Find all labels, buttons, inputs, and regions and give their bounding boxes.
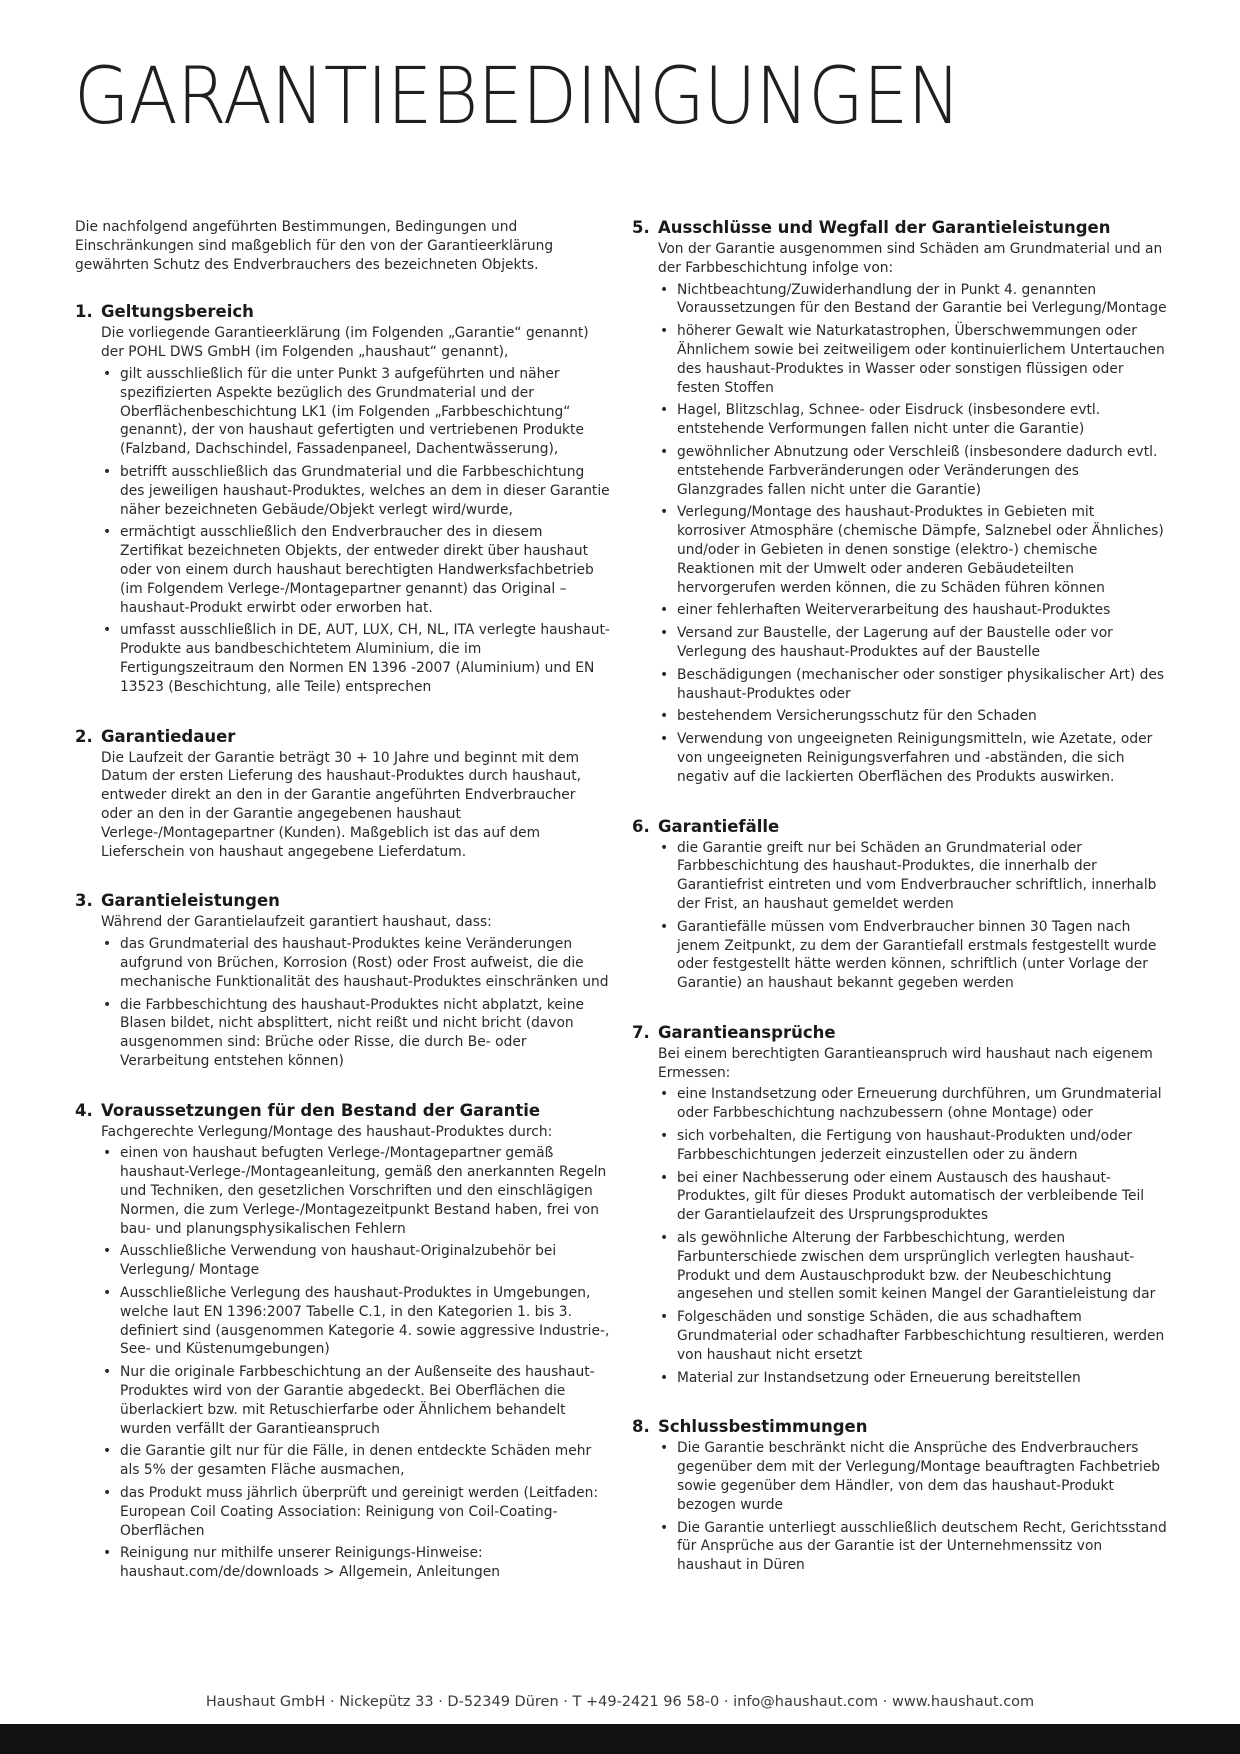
section-paragraph: Während der Garantielaufzeit garantiert haushaut, dass:: [101, 914, 492, 931]
bullet-icon: •: [660, 1369, 669, 1386]
list-item-text: eine Instandsetzung oder Erneuerung durchführen, um Grundmaterial oder Farbbeschichtung nachzubessern (ohne Montage) oder: [677, 1086, 1162, 1122]
section-paragraph: Die Laufzeit der Garantie beträgt 30 + 10 Jahre und beginnt mit dem Datum der ersten Lieferung des haushaut-Produktes durch haushaut, entweder direkt an den in der Garantie angeführten Endverbraucher oder an den in der Garantie angegebenen haushaut Verlege-/Montagepartner (Kunden). Maßgeblich ist das auf dem Lieferschein von haushaut angegebene Lieferdatum.: [101, 749, 581, 860]
list-item: [658, 624, 1167, 662]
bottom-bar: [0, 1724, 1240, 1754]
list-item: [658, 322, 1167, 397]
bullet-icon: •: [660, 281, 669, 298]
bullet-icon: •: [103, 1145, 112, 1162]
left-column: [75, 218, 610, 1612]
list-item-text: Beschädigungen (mechanischer oder sonstiger physikalischer Art) des haushaut-Produktes oder: [677, 666, 1165, 702]
list-item-text: einer fehlerhaften Weiterverarbeitung des haushaut-Produktes: [677, 602, 1111, 619]
list-item-text: die Farbbeschichtung des haushaut-Produktes nicht abplatzt, keine Blasen bildet, nicht absplittert, nicht reißt und nicht bricht (davon ausgenommen sind: Brüche oder Risse, die durch Be- oder Verarbeitung entstehen können): [120, 996, 584, 1069]
list-item: [658, 503, 1167, 597]
section-title: Schlussbestimmungen: [658, 1417, 868, 1437]
list-item: [658, 839, 1167, 914]
section-heading: [632, 817, 1167, 837]
list-item-text: Versand zur Baustelle, der Lagerung auf der Baustelle oder vor Verlegung des haushaut-Produktes auf der Baustelle: [677, 625, 1113, 660]
list-item: [658, 1169, 1167, 1225]
bullet-icon: •: [660, 1309, 669, 1326]
list-item: [101, 1544, 610, 1582]
list-item: [658, 281, 1167, 319]
list-item-text: Verwendung von ungeeigneten Reinigungsmitteln, wie Azetate, oder von ungeeigneten Reinigungsverfahren und -abständen, die sich negativ auf die lackierten Oberflächen des Produkts auswirken.: [677, 731, 1153, 785]
section-title: Voraussetzungen für den Bestand der Garantie: [101, 1100, 541, 1120]
list-item-text: Hagel, Blitzschlag, Schnee- oder Eisdruck (insbesondere evtl. entstehende Verformungen fallen nicht unter die Garantie): [677, 402, 1101, 438]
list-item-text: Ausschließliche Verwendung von haushaut-Originalzubehör bei Verlegung/ Montage: [120, 1243, 557, 1279]
section-heading: [632, 218, 1167, 238]
footer-contact: Haushaut GmbH · Nickepütz 33 · D-52349 Düren · T +49-2421 96 58-0 · info@haushaut.com · www.haushaut.com: [205, 1694, 1035, 1710]
section-4: [75, 1101, 610, 1582]
bullet-icon: •: [660, 402, 669, 419]
list-item-text: das Produkt muss jährlich überprüft und gereinigt werden (Leitfaden: European Coil Coating Association: Reinigung von Coil-Coating-Oberflächen: [120, 1485, 599, 1539]
list-item: [101, 1363, 610, 1438]
section-title: Geltungsbereich: [101, 302, 254, 322]
section-heading: [75, 891, 610, 911]
bullet-icon: •: [660, 839, 669, 856]
list-item: [101, 365, 610, 459]
list-item-text: Material zur Instandsetzung oder Erneuerung bereitstellen: [677, 1369, 1081, 1386]
list-item: [101, 621, 610, 696]
section-number: 4.: [75, 1100, 93, 1120]
section-number: 7.: [632, 1022, 650, 1042]
section-paragraph: Die vorliegende Garantieerklärung (im Folgenden „Garantie“ genannt) der POHL DWS GmbH (im Folgenden „haushaut“ genannt),: [101, 325, 589, 361]
section-heading: [75, 727, 610, 747]
section-title: Garantieansprüche: [658, 1022, 836, 1042]
intro-paragraph: Die nachfolgend angeführten Bestimmungen, Bedingungen und Einschränkungen sind maßgeblich für den von der Garantieerklärung gewährten Schutz des Endverbrauchers des bezeichneten Objekts.: [75, 219, 554, 273]
section-8: [632, 1417, 1167, 1575]
section-7: [632, 1023, 1167, 1388]
list-item-text: bei einer Nachbesserung oder einem Austausch des haushaut-Produktes, gilt für dieses Produkt automatisch der verbleibende Teil der Garantielaufzeit des Ursprungsproduktes: [677, 1169, 1145, 1224]
section-number: 8.: [632, 1417, 650, 1437]
section-paragraph: Bei einem berechtigten Garantieanspruch wird haushaut nach eigenem Ermessen:: [658, 1045, 1153, 1081]
list-item-text: einen von haushaut befugten Verlege-/Montagepartner gemäß haushaut-Verlege-/Montageanleitung, gemäß den anerkannten Regeln und Techniken, den gesetzlichen Vorschriften und den einschlägigen Normen, die zum Verlege-/Montagezeitpunkt Bestand haben, frei von bau- und planungsphysikalischen Fehlern: [120, 1145, 607, 1237]
list-item-text: das Grundmaterial des haushaut-Produktes keine Veränderungen aufgrund von Brüchen, Korrosion (Rost) oder Frost aufweist, die die mechanische Funktionalität des haushaut-Produktes einschränken und: [120, 936, 609, 990]
section-body: [632, 839, 1167, 993]
bullet-icon: •: [660, 731, 669, 748]
left-sections: [75, 302, 610, 1582]
section-title: Garantiedauer: [101, 726, 236, 746]
section-body: [632, 1439, 1167, 1575]
list-item: [658, 1308, 1167, 1364]
bullet-icon: •: [660, 1519, 669, 1536]
bullet-icon: •: [660, 666, 669, 683]
section-paragraph: Von der Garantie ausgenommen sind Schäden am Grundmaterial und an der Farbbeschichtung infolge von:: [658, 241, 1163, 276]
list-item-text: Die Garantie beschränkt nicht die Ansprüche des Endverbrauchers gegenüber dem mit der Verlegung/Montage beauftragten Fachbetrieb sowie gegenüber dem Händler, von dem das haushaut-Produkt bezogen wurde: [677, 1440, 1161, 1513]
bullet-icon: •: [660, 1230, 669, 1247]
list-item-text: Folgeschäden und sonstige Schäden, die aus schadhaftem Grundmaterial oder schadhafter Farbbeschichtung resultieren, werden von haushaut nicht ersetzt: [677, 1309, 1165, 1363]
list-item-text: Nur die originale Farbbeschichtung an der Außenseite des haushaut-Produktes wird von der Garantie abgedeckt. Bei Oberflächen die überlackiert bzw. mit Retuschierfarbe oder Ähnlichem behandelt wurden verfällt der Garantieanspruch: [120, 1364, 595, 1437]
bullet-list: [658, 1439, 1167, 1575]
bullet-icon: •: [660, 1169, 669, 1186]
section-body: [632, 240, 1167, 787]
list-item-text: die Garantie greift nur bei Schäden an Grundmaterial oder Farbbeschichtung des haushaut-Produktes, die innerhalb der Garantiefrist eintreten und vom Endverbraucher schriftlich, innerhalb der Frist, an haushaut gemeldet werden: [677, 839, 1157, 912]
list-item-text: Garantiefälle müssen vom Endverbraucher binnen 30 Tagen nach jenem Zeitpunkt, zu dem der Garantiefall erstmals festgestellt wurde oder festgestellt hätte werden können, schriftlich (unter Vorlage der Garantie) an haushaut bekannt gegeben werden: [677, 918, 1157, 992]
section-5: [632, 218, 1167, 787]
list-item-text: sich vorbehalten, die Fertigung von haushaut-Produkten und/oder Farbbeschichtungen jederzeit einzustellen oder zu ändern: [677, 1128, 1133, 1163]
section-number: 1.: [75, 302, 93, 322]
section-body: [75, 749, 610, 862]
bullet-icon: •: [103, 1243, 112, 1260]
list-item-text: umfasst ausschließlich in DE, AUT, LUX, CH, NL, ITA verlegte haushaut-Produkte aus bandbeschichtetem Aluminium, die im Fertigungszeitraum den Normen EN 1396 -2007 (Aluminium) und EN 13523 (Beschichtung, alle Teile) entsprechen: [120, 622, 610, 695]
bullet-list: [101, 365, 610, 697]
bullet-icon: •: [103, 365, 112, 382]
list-item: [658, 918, 1167, 993]
right-column: [632, 218, 1167, 1605]
list-item: [658, 1439, 1167, 1514]
bullet-icon: •: [103, 1545, 112, 1562]
list-item-text: gilt ausschließlich für die unter Punkt 3 aufgeführten und näher spezifizierten Aspekte bezüglich des Grundmaterial und der Oberflächenbeschichtung LK1 (im Folgenden „Farbbeschichtung“ genannt), der von haushaut gefertigten und vertriebenen Produkte (Falzband, Dachschindel, Fassadenpaneel, Dachentwässerung),: [120, 365, 584, 458]
list-item: [101, 523, 610, 617]
list-item: [658, 707, 1167, 726]
bullet-icon: •: [660, 602, 669, 619]
bullet-icon: •: [660, 443, 669, 460]
list-item-text: bestehendem Versicherungsschutz für den Schaden: [677, 708, 1037, 725]
list-item: [658, 601, 1167, 620]
bullet-icon: •: [103, 622, 112, 639]
list-item: [101, 463, 610, 519]
bullet-icon: •: [660, 918, 669, 935]
section-heading: [75, 302, 610, 322]
bullet-icon: •: [660, 504, 669, 521]
list-item-text: die Garantie gilt nur für die Fälle, in denen entdeckte Schäden mehr als 5% der gesamten Fläche ausmachen,: [120, 1443, 592, 1479]
section-1: [75, 302, 610, 696]
bullet-list: [101, 1144, 610, 1582]
list-item: [101, 996, 610, 1071]
section-title: Garantieleistungen: [101, 891, 280, 911]
bullet-icon: •: [103, 996, 112, 1013]
list-item-text: höherer Gewalt wie Naturkatastrophen, Überschwemmungen oder Ähnlichem sowie bei zeitweiligem oder kontinuierlichem Untertauchen des haushaut-Produktes in Wasser oder sonstigen flüssigen oder festen Stoffen: [677, 323, 1165, 396]
list-item-text: gewöhnlicher Abnutzung oder Verschleiß (insbesondere dadurch evtl. entstehende Farbveränderungen oder Veränderungen des Glanzgrades fallen nicht unter die Garantie): [677, 443, 1158, 498]
list-item: [101, 1484, 610, 1540]
bullet-icon: •: [103, 463, 112, 480]
section-3: [75, 891, 610, 1070]
list-item-text: als gewöhnliche Alterung der Farbbeschichtung, werden Farbunterschiede zwischen dem ursprünglich verlegten haushaut-Produkt und dem Austauschprodukt bzw. der Neubeschichtung angesehen und stellen somit keinen Mangel der Garantieleistung dar: [677, 1230, 1156, 1303]
section-body: [632, 1045, 1167, 1388]
list-item: [658, 1519, 1167, 1575]
right-sections: [632, 218, 1167, 1575]
list-item: [658, 1369, 1167, 1388]
bullet-icon: •: [660, 708, 669, 725]
section-heading: [632, 1023, 1167, 1043]
section-body: [75, 913, 610, 1070]
list-item: [658, 1127, 1167, 1165]
list-item: [658, 1229, 1167, 1304]
bullet-list: [658, 1085, 1167, 1387]
section-title: Garantiefälle: [658, 816, 780, 836]
list-item-text: Die Garantie unterliegt ausschließlich deutschem Recht, Gerichtsstand für Ansprüche aus der Garantie ist der Unternehmenssitz von haushaut in Düren: [677, 1519, 1167, 1574]
list-item: [101, 1144, 610, 1238]
section-number: 3.: [75, 891, 93, 911]
list-item-text: Reinigung nur mithilfe unserer Reinigungs-Hinweise: haushaut.com/de/downloads > Allgemein, Anleitungen: [120, 1545, 500, 1581]
list-item-text: Verlegung/Montage des haushaut-Produktes in Gebieten mit korrosiver Atmosphäre (chemische Dämpfe, Salznebel oder Ähnliches) und/oder in Gebieten in denen sonstige (elektro-) chemische Reaktionen mit der Umwelt oder anderen Gebäudeteilten hervorgerufen werden können, die zu Schäden führen können: [677, 504, 1164, 596]
bullet-icon: •: [103, 1485, 112, 1502]
bullet-icon: •: [660, 1128, 669, 1145]
bullet-icon: •: [660, 323, 669, 340]
list-item: [658, 443, 1167, 499]
list-item-text: Ausschließliche Verlegung des haushaut-Produktes in Umgebungen, welche laut EN 1396:2007 Tabelle C.1, in den Kategorien 1. bis 3. definiert sind (ausgenommen Kategorie 4. sowie aggressive Industrie-, See- und Küstenumgebungen): [120, 1285, 610, 1358]
list-item: [101, 1242, 610, 1280]
list-item-text: Nichtbeachtung/Zuwiderhandlung der in Punkt 4. genannten Voraussetzungen für den Bestand der Garantie bei Verlegung/Montage: [677, 281, 1167, 317]
bullet-icon: •: [660, 625, 669, 642]
section-number: 2.: [75, 726, 93, 746]
list-item: [658, 730, 1167, 786]
list-item: [658, 401, 1167, 439]
bullet-list: [101, 935, 610, 1071]
bullet-icon: •: [103, 1285, 112, 1302]
section-heading: [75, 1101, 610, 1121]
section-heading: [632, 1417, 1167, 1437]
list-item: [658, 1085, 1167, 1123]
bullet-list: [658, 839, 1167, 993]
bullet-icon: •: [103, 936, 112, 953]
section-number: 5.: [632, 218, 650, 237]
section-6: [632, 817, 1167, 993]
section-number: 6.: [632, 816, 650, 836]
section-2: [75, 727, 610, 862]
bullet-icon: •: [660, 1086, 669, 1103]
section-body: [75, 1123, 610, 1582]
bullet-icon: •: [103, 524, 112, 541]
list-item: [658, 666, 1167, 704]
page-title: GARANTIEBEDINGUNGEN: [74, 52, 961, 142]
section-title: Ausschlüsse und Wegfall der Garantieleistungen: [658, 218, 1111, 237]
list-item: [101, 1442, 610, 1480]
list-item: [101, 1284, 610, 1359]
bullet-icon: •: [103, 1364, 112, 1381]
bullet-list: [658, 281, 1167, 787]
list-item-text: ermächtigt ausschließlich den Endverbraucher des in diesem Zertifikat bezeichneten Objekts, der entweder direkt über haushaut oder von einem durch haushaut berechtigten Handwerksfachbetrieb (im Folgendem Verlege-/Montagepartner genannt) das Original – haushaut-Produkt erwirbt oder erworben hat.: [120, 524, 594, 616]
bullet-icon: •: [103, 1443, 112, 1460]
bullet-icon: •: [660, 1440, 669, 1457]
list-item-text: betrifft ausschließlich das Grundmaterial und die Farbbeschichtung des jeweiligen haushaut-Produktes, welches an dem in dieser Garantie näher bezeichneten Gebäude/Objekt verlegt wird/wurde,: [120, 463, 610, 518]
list-item: [101, 935, 610, 991]
section-paragraph: Fachgerechte Verlegung/Montage des haushaut-Produktes durch:: [101, 1123, 553, 1140]
section-body: [75, 324, 610, 696]
